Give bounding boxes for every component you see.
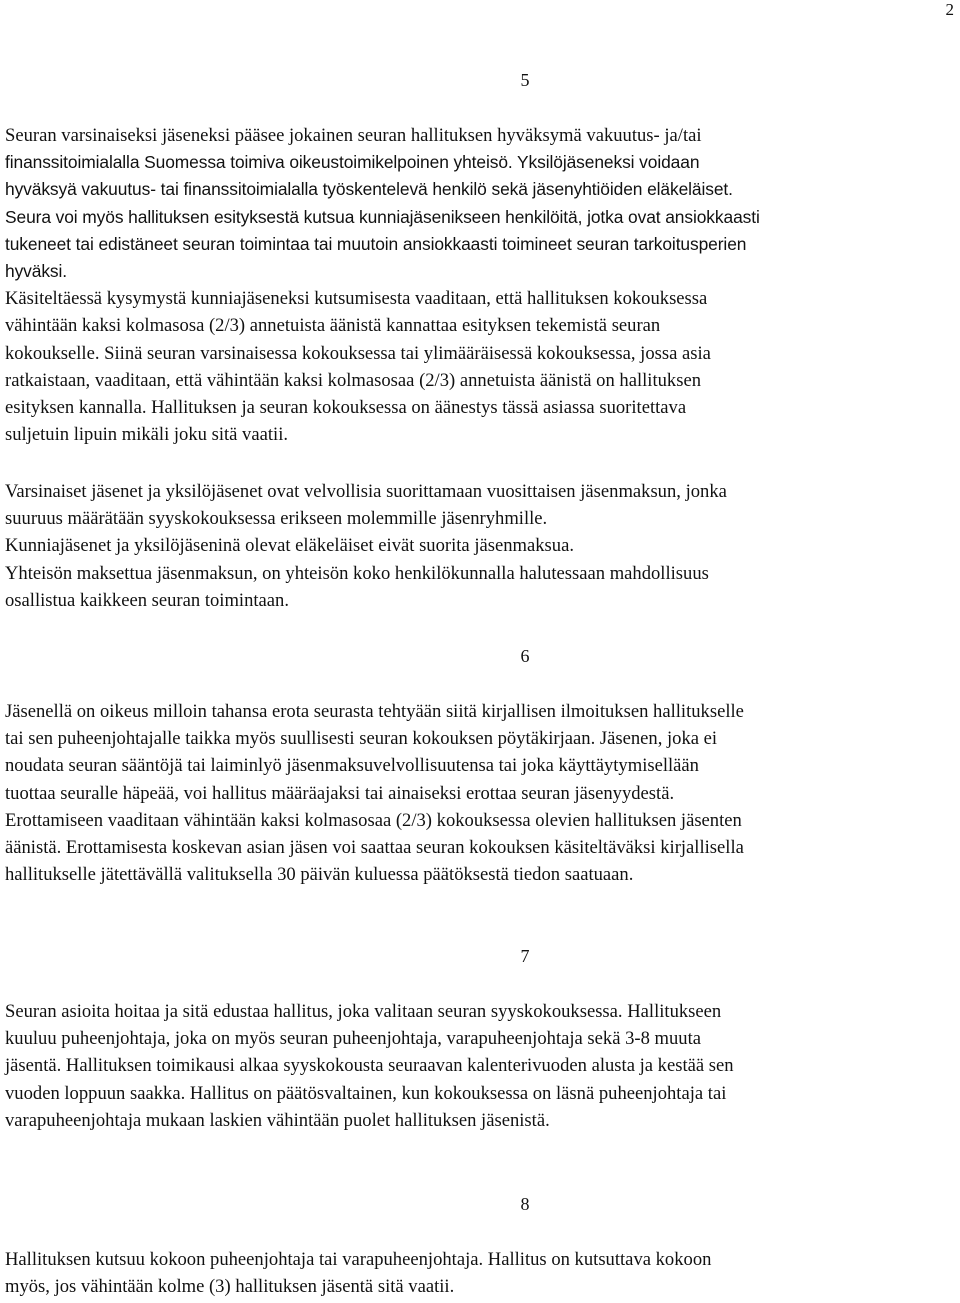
text-line: Erottamiseen vaaditaan vähintään kaksi kolmasosaa (2/3) kokouksessa olevien hallituksen jäsenten <box>5 809 742 831</box>
text-line: Seuran varsinaiseksi jäseneksi pääsee jokainen seuran hallituksen hyväksymä vakuutus- ja/tai <box>5 125 702 146</box>
section-number-5: 5 <box>520 70 530 90</box>
text-line: osallistua kaikkeen seuran toimintaan. <box>5 589 289 611</box>
text-line: vuoden loppuun saakka. Hallitus on päätösvaltainen, kun kokouksessa on läsnä puheenjohtaja tai <box>5 1082 727 1104</box>
text-line: Varsinaiset jäsenet ja yksilöjäsenet ovat velvollisia suorittamaan vuosittaisen jäsenmaksun, jonka <box>5 481 727 502</box>
text-line: Kunniajäsenet ja yksilöjäseninä olevat eläkeläiset eivät suorita jäsenmaksua. <box>5 535 574 557</box>
section-5-paragraph-1 <box>5 122 953 448</box>
text-line: kuuluu puheenjohtaja, joka on myös seuran puheenjohtaja, varapuheenjohtaja sekä 3-8 muuta <box>5 1028 702 1050</box>
text-line: vähintään kaksi kolmasosa (2/3) annetuista äänistä kannattaa esityksen tekemistä seuran <box>5 315 661 337</box>
section-6-paragraph <box>5 698 953 888</box>
text-line: esityksen kannalla. Hallituksen ja seuran kokouksessa on äänestys tässä asiassa suoritettava <box>5 397 687 419</box>
text-line: noudata seuran sääntöjä tai laiminlyö jäsenmaksuvelvollisuutensa tai joka käyttäytymisellään <box>5 755 699 777</box>
text-line: suljetuin lipuin mikäli joku sitä vaatii. <box>5 424 289 446</box>
section-number-7: 7 <box>520 946 530 966</box>
text-line: Seuran asioita hoitaa ja sitä edustaa hallitus, joka valitaan seuran syyskokouksessa. Hallitukseen <box>5 1001 722 1022</box>
page-number: 2 <box>945 0 954 19</box>
text-line: ratkaistaan, vaaditaan, että vähintään kaksi kolmasosaa (2/3) annetuista äänistä on hallituksen <box>5 369 701 391</box>
section-number-6: 6 <box>520 646 530 666</box>
text-line: Hallituksen kutsuu kokoon puheenjohtaja tai varapuheenjohtaja. Hallitus on kutsuttava kokoon <box>5 1249 712 1270</box>
text-line: tai sen puheenjohtajalle taikka myös suullisesti seuran kokouksen pöytäkirjaan. Jäsenen, joka ei <box>5 728 718 750</box>
text-line: finanssitoimialalla Suomessa toimiva oikeustoimikelpoinen yhteisö. Yksilöjäseneksi voidaan <box>5 152 700 173</box>
section-number-8: 8 <box>520 1194 530 1214</box>
text-line: Seura voi myös hallituksen esityksestä kutsua kunniajäsenikseen henkilöitä, jotka ovat ansiokkaasti <box>5 206 760 227</box>
section-5-paragraph-2 <box>5 478 953 614</box>
text-line: suuruus määrätään syyskokouksessa erikseen molemmille jäsenryhmille. <box>5 508 548 530</box>
text-line: tuottaa seuralle häpeää, voi hallitus määräajaksi tai ainaiseksi erottaa seuran jäsenyydestä. <box>5 782 675 804</box>
text-line: hallitukselle jätettävällä valituksella 30 päivän kuluessa päätöksestä tiedon saatuaan. <box>5 864 634 886</box>
section-7-paragraph <box>5 998 953 1134</box>
text-line: jäsentä. Hallituksen toimikausi alkaa syyskokousta seuraavan kalenterivuoden alusta ja kestää sen <box>5 1055 734 1077</box>
text-line: myös, jos vähintään kolme (3) hallituksen jäsentä sitä vaatii. <box>5 1276 455 1298</box>
text-line: hyväksyä vakuutus- tai finanssitoimialalla työskentelevä henkilö sekä jäsenyhtiöiden eläkeläiset. <box>5 179 733 200</box>
text-line: tukeneet tai edistäneet seuran toimintaa tai muutoin ansiokkaasti toimineet seuran tarkoitusperien <box>5 233 747 254</box>
text-line: äänistä. Erottamisesta koskevan asian jäsen voi saattaa seuran kokouksen käsiteltäväksi kirjallisella <box>5 837 744 859</box>
text-line: Yhteisön maksettua jäsenmaksun, on yhteisön koko henkilökunnalla halutessaan mahdollisuus <box>5 562 709 584</box>
text-line: kokoukselle. Siinä seuran varsinaisessa kokouksessa tai ylimääräisessä kokouksessa, jossa asia <box>5 342 711 364</box>
text-line: Jäsenellä on oikeus milloin tahansa erota seurasta tehtyään siitä kirjallisen ilmoituksen hallitukselle <box>5 701 744 722</box>
section-8-paragraph <box>5 1246 953 1300</box>
text-line: varapuheenjohtaja mukaan laskien vähintään puolet hallituksen jäsenistä. <box>5 1109 550 1131</box>
text-line: Käsiteltäessä kysymystä kunniajäseneksi kutsumisesta vaaditaan, että hallituksen kokouksessa <box>5 288 708 310</box>
text-line: hyväksi. <box>5 261 68 282</box>
